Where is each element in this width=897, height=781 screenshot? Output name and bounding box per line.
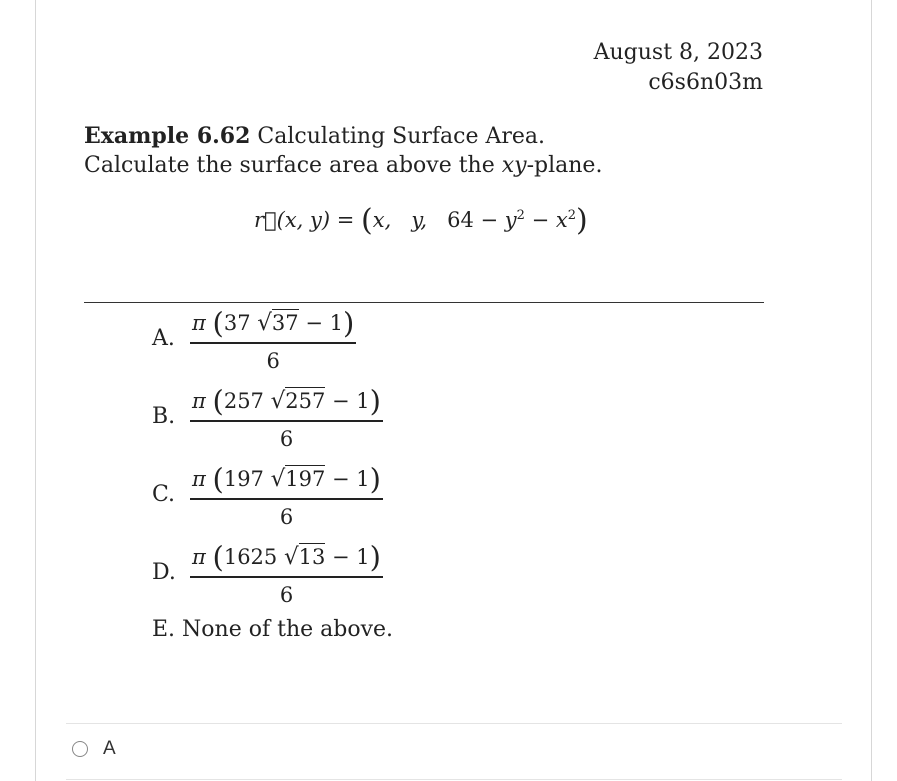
problem-instruction: Calculate the surface area above the xy-plane. <box>84 153 603 178</box>
fraction-bar <box>190 576 383 578</box>
answer-choice-a[interactable] <box>72 738 116 760</box>
option-e: E. None of the above. <box>152 617 394 642</box>
fraction-bar <box>190 420 383 422</box>
example-label: Example 6.62 <box>84 123 251 149</box>
header-date: August 8, 2023 <box>593 40 763 65</box>
radio-button-icon[interactable] <box>72 741 88 757</box>
surface-formula: r⃗(x, y) = (x, y, $64 - y^2 - x^2$) <box>254 203 588 238</box>
example-title: Calculating Surface Area. <box>257 124 546 149</box>
header-code: c6s6n03m <box>648 70 763 95</box>
option-fraction: π (257 √257 − 1) 6 <box>192 384 381 451</box>
option-letter: B. <box>152 404 176 429</box>
problem-statement <box>84 122 602 180</box>
option-letter: A. <box>152 326 175 351</box>
page-frame-right <box>871 0 872 781</box>
formula-lhs: r⃗(x, y) <box>254 208 331 232</box>
fraction-bar <box>190 498 383 500</box>
page-frame-left <box>35 0 36 781</box>
fraction-bar <box>190 342 356 344</box>
option-fraction: π (1625 √13 − 1) 6 <box>192 540 381 607</box>
option-letter: D. <box>152 560 176 585</box>
option-letter: C. <box>152 482 176 507</box>
option-fraction: π (197 √197 − 1) 6 <box>192 462 381 529</box>
answer-bottom-separator <box>66 779 842 780</box>
problem-title-line <box>84 122 602 151</box>
option-fraction: π (37 √37 − 1) 6 <box>192 306 355 373</box>
answer-separator <box>66 723 842 724</box>
answer-choice-label[interactable]: A <box>103 738 116 759</box>
divider-rule <box>84 302 764 303</box>
